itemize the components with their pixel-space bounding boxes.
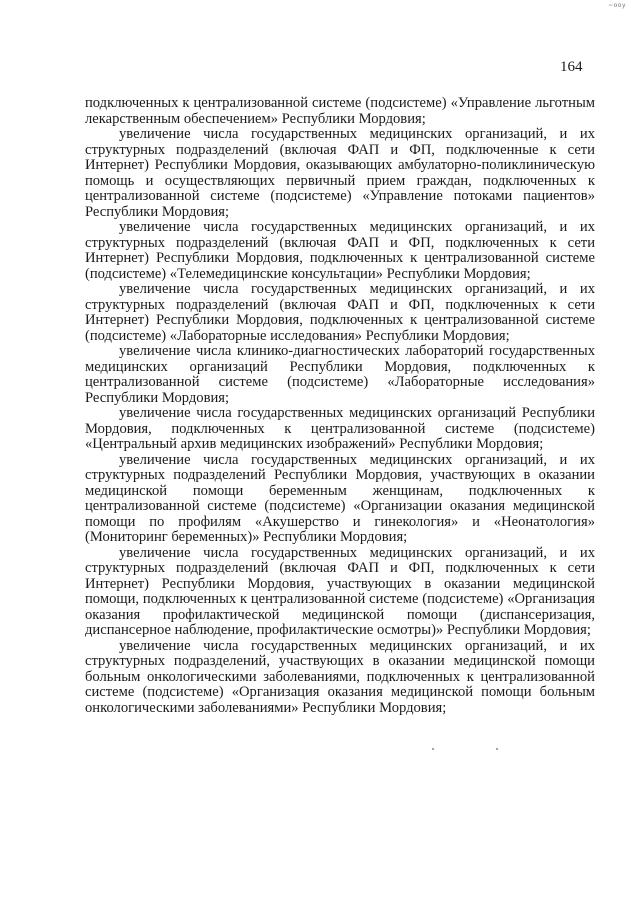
paragraph: увеличение числа государственных медицинских организаций, и их структурных подразделений (включая ФАП и ФП, подключенных к сети Интернет) Республики Мордовия, подключенных к централизованной системе (подсистеме) «Телемедицинские консультации» Республики Мордовия; [85,219,595,282]
scan-corner-mark: ~ooy [608,2,626,9]
page-number: 164 [560,59,583,75]
paragraph: увеличение числа государственных медицинских организаций, и их структурных подразделений (включая ФАП и ФП, подключенных к сети Интернет) Республики Мордовия, участвующих в оказании медицинской помощи, подключенных к централизованной системе (подсистеме) «Организация оказания профилактической медицинской помощи (диспансеризация, диспансерное наблюдение, профилактические осмотры)» Республики Мордовия; [85,544,595,638]
paragraph: увеличение числа государственных медицинских организаций, и их структурных подразделений, участвующих в оказании медицинской помощи больным онкологическими заболеваниями, подключенных к централизованной системе (подсистеме) «Организация оказания медицинской помощи больным онкологическими заболеваниями» Республики Мордовия; [85,637,595,716]
paragraph: увеличение числа государственных медицинских организаций, и их структурных подразделений (включая ФАП и ФП, подключенных к сети Интернет) Республики Мордовия, подключенных к централизованной системе (подсистеме) «Лабораторные исследования» Республики Мордовия; [85,281,595,344]
paragraph: увеличение числа государственных медицинских организаций Республики Мордовия, подключенных к централизованной системе (подсистеме) «Центральный архив медицинских изображений» Республики Мордовия; [85,405,595,452]
paragraph: увеличение числа клинико-диагностических лабораторий государственных медицинских организаций Республики Мордовия, подключенных к централизованной системе (подсистеме) «Лабораторные исследования» Республики Мордовия; [85,343,595,406]
scan-speck [432,748,434,750]
document-body [85,96,595,716]
scan-speck [496,748,498,750]
paragraph: увеличение числа государственных медицинских организаций, и их структурных подразделений Республики Мордовия, участвующих в оказании медицинской помощи беременным женщинам, подключенных к централизованной системе (подсистеме) «Организации оказания медицинской помощи по профилям «Акушерство и гинекология» и «Неонатология» (Мониторинг беременных)» Республики Мордовия; [85,451,595,545]
paragraph: увеличение числа государственных медицинских организаций, и их структурных подразделений (включая ФАП и ФП, подключенные к сети Интернет) Республики Мордовия, оказывающих амбулаторно-поликлиническую помощь и осуществляющих первичный прием граждан, подключенных к централизованной системе (подсистеме) «Управление потоками пациентов» Республики Мордовия; [85,126,595,220]
paragraph: подключенных к централизованной системе (подсистеме) «Управление льготным лекарственным обеспечением» Республики Мордовия; [85,95,595,127]
